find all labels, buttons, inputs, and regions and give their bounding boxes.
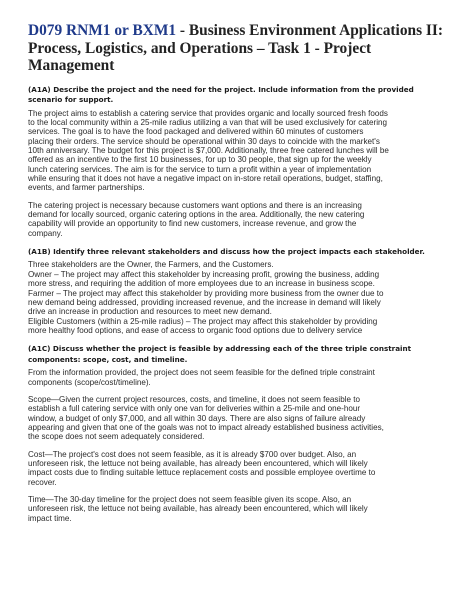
title-text: - Business Environment Applications II: Process, Logistics, and Operations – Task 1 - Project Management [28, 22, 444, 74]
section-heading-a1b: (A1B) Identify three relevant stakeholders and discuss how the project impacts each stakeholder. [28, 246, 425, 256]
paragraph-a1c-scope: Scope—Given the current project resources, costs, and timeline, it does not seem feasible to establish a full catering service with only one van for deliveries within a 25-mile and one-hour window, a budget of only $7,000, and all within 30 days. There are also signs of failure already appearing and given that one of the goals was not to impact already established business activities, the scope does not seem adequately considered. [28, 394, 384, 442]
paragraph-a1c-cost: Cost—The project's cost does not seem feasible, as it is already $700 over budget. Also, an unforeseen risk, the lettuce not being available, has already been encountered, which will likely impact costs due to finding suitable lettuce replacement costs and possible employee overtime to recover. [28, 449, 376, 487]
document-title [28, 22, 446, 75]
paragraph-a1c-time: Time—The 30-day timeline for the project does not seem feasible given its scope. Also, an unforeseen risk, the lettuce not being available, has already been encountered, which will likely impact time. [28, 495, 368, 523]
paragraph-a1b-stakeholders: Three stakeholders are the Owner, the Farmers, and the Customers. Owner – The project may affect this stakeholder by increasing profit, growing the business, adding more stress, and requiring the addition of more employees due to an increase in business scope. Farmer – The project may affect this stakeholder by providing more business from the owner due to new demand being addressed, providing increased revenue, and the increase in demand will likely drive an increase in production and resources to meet new demand. Eligible Customers (within a 25-mile radius) – The project may affect this stakeholder by providing more healthy food options, and ease of access to organic food options due to delivery service [28, 260, 384, 335]
paragraph-a1c-feasibility-summary: From the information provided, the project does not seem feasible for the defined triple constraint components (scope/cost/timeline). [28, 368, 375, 387]
paragraph-a1a-project-need: The catering project is necessary because customers want options and there is an increasing demand for locally sourced, organic catering options in the area. Additionally, the new catering capability will provide an opportunity to find new customers, increase revenue, and grow the company. [28, 200, 365, 238]
course-code: D079 RNM1 or BXM1 [28, 22, 177, 39]
section-heading-a1c: (A1C) Discuss whether the project is feasible by addressing each of the three triple constraint components: scope, cost, and timeline. [28, 344, 412, 364]
section-heading-a1a: (A1A) Describe the project and the need for the project. Include information from the provided scenario for support. [28, 84, 414, 104]
paragraph-a1a-project-description: The project aims to establish a catering service that provides organic and locally sourced fresh foods to the local community within a 25-mile radius utilizing a van that will be used exclusively for catering services. The goal is to have the food packaged and delivered within 60 minutes of customers placing their orders. The service should be operational within 30 days to coincide with the market's 10th anniversary. The budget for this project is $7,000. Additionally, three free catered lunches will be offered as an incentive to the first 10 businesses, for up to 30 people, that sign up for the weekly lunch catering services. The aim is for the service to turn a profit within a year of implementation while ensuring that it does not have a negative impact on in-store retail operations, budget, staffing, events, and farmer partnerships. [28, 108, 389, 193]
